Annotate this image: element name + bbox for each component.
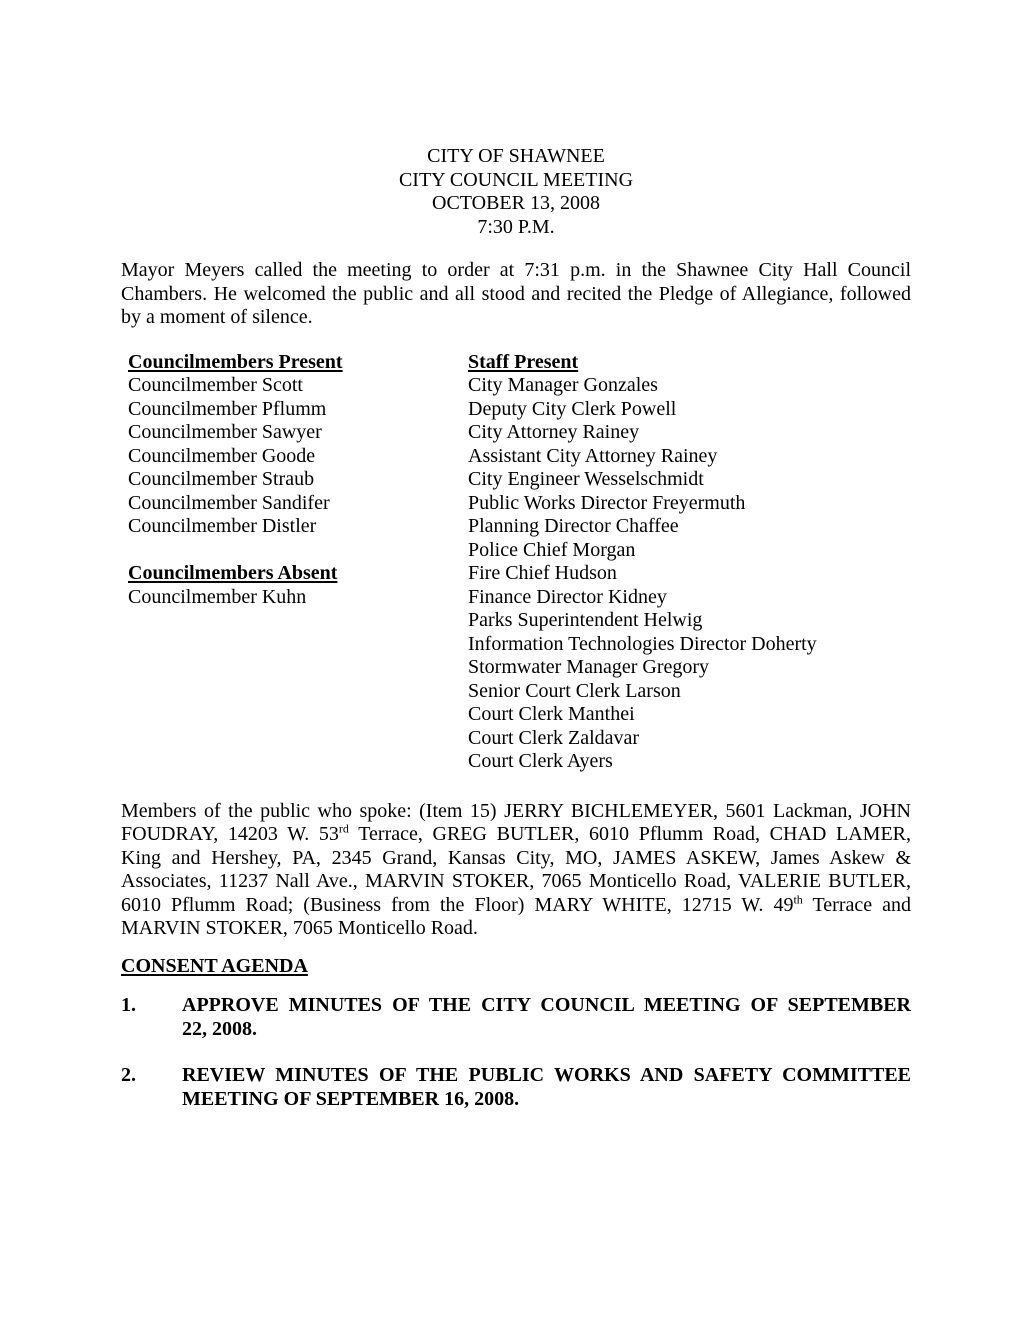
- paragraph-line: Mayor Meyers called the meeting to order at 7:31 p.m. in the Shawnee City Hall Council: [121, 259, 911, 281]
- paragraph-line: King and Hershey, PA, 2345 Grand, Kansas City, MO, JAMES ASKEW, James Askew &: [121, 846, 911, 869]
- staff-item: Assistant City Attorney Rainey: [468, 444, 718, 467]
- agenda-item-line: REVIEW MINUTES OF THE PUBLIC WORKS AND SAFETY COMMITTEE: [182, 1064, 911, 1086]
- staff-item: Police Chief Morgan: [468, 538, 636, 561]
- line-segment: 6010 Pflumm Road; (Business from the Floor) MARY WHITE, 12715 W. 49: [121, 893, 794, 916]
- staff-item: Information Technologies Director Doherty: [468, 632, 817, 655]
- paragraph-line: by a moment of silence.: [121, 306, 313, 328]
- staff-item: Court Clerk Zaldavar: [468, 726, 640, 749]
- councilmember-item: Councilmember Pflumm: [128, 397, 327, 420]
- staff-item: Court Clerk Ayers: [468, 750, 613, 772]
- title-line-date: OCTOBER 13, 2008: [432, 192, 600, 214]
- agenda-item-2: [121, 1064, 911, 1111]
- agenda-item-line: MEETING OF SEPTEMBER 16, 2008.: [182, 1087, 520, 1110]
- public-speakers-paragraph: [121, 800, 911, 941]
- staff-column: [468, 351, 911, 774]
- staff-item: Deputy City Clerk Powell: [468, 397, 677, 420]
- document-header: [121, 145, 911, 239]
- councilmember-item: Councilmember Straub: [128, 468, 315, 490]
- title-line-time: 7:30 P.M.: [477, 215, 555, 238]
- agenda-item-1: [121, 994, 911, 1041]
- councilmembers-column: [121, 351, 468, 774]
- agenda-item-number: 1.: [121, 994, 136, 1016]
- staff-item: Parks Superintendent Helwig: [468, 609, 703, 631]
- agenda-item-number: 2.: [121, 1064, 136, 1086]
- staff-item: Stormwater Manager Gregory: [468, 656, 710, 678]
- ordinal-superscript: th: [793, 891, 803, 906]
- paragraph-line: [121, 891, 912, 918]
- paragraph-line: Members of the public who spoke: (Item 15) JERRY BICHLEMEYER, 5601 Lackman, JOHN: [121, 799, 911, 822]
- councilmembers-absent-heading: [128, 562, 468, 586]
- heading-text: Councilmembers Present: [128, 350, 343, 373]
- staff-item: Fire Chief Hudson: [468, 562, 617, 584]
- staff-item: Court Clerk Manthei: [468, 703, 635, 725]
- councilmember-item: Councilmember Sandifer: [128, 491, 330, 514]
- councilmember-item: Councilmember Sawyer: [128, 421, 322, 443]
- heading-text: Councilmembers Absent: [128, 562, 338, 584]
- ordinal-superscript: rd: [338, 821, 349, 836]
- heading-text: CONSENT AGENDA: [121, 954, 308, 977]
- line-segment: FOUDRAY, 14203 W. 53: [121, 823, 339, 845]
- title-line-city: CITY OF SHAWNEE: [427, 145, 605, 167]
- heading-text: Staff Present: [468, 350, 579, 373]
- paragraph-line: Chambers. He welcomed the public and all stood and recited the Pledge of Allegiance, followed: [121, 282, 911, 305]
- line-segment: Terrace and: [802, 893, 912, 916]
- attendance-columns: [121, 351, 911, 774]
- staff-item: Finance Director Kidney: [468, 585, 667, 608]
- staff-present-heading: [468, 351, 911, 375]
- councilmember-item: Councilmember Distler: [128, 515, 317, 537]
- councilmembers-present-heading: [128, 351, 468, 375]
- staff-item: Public Works Director Freyermuth: [468, 491, 746, 514]
- agenda-item-text: [182, 994, 911, 1041]
- councilmember-item: Councilmember Scott: [128, 374, 303, 396]
- line-segment: Terrace, GREG BUTLER, 6010 Pflumm Road, CHAD LAMER,: [348, 823, 912, 845]
- agenda-item-line: 22, 2008.: [182, 1017, 257, 1040]
- agenda-item-text: [182, 1064, 911, 1111]
- councilmember-item: Councilmember Goode: [128, 444, 316, 467]
- agenda-item-line: APPROVE MINUTES OF THE CITY COUNCIL MEETING OF SEPTEMBER: [182, 994, 911, 1016]
- paragraph-line: [121, 823, 911, 847]
- opening-paragraph: [121, 259, 911, 330]
- staff-item: Planning Director Chaffee: [468, 515, 679, 537]
- paragraph-line: Associates, 11237 Nall Ave., MARVIN STOKER, 7065 Monticello Road, VALERIE BUTLER,: [121, 870, 911, 892]
- blank-line: [128, 539, 468, 563]
- councilmember-item: Councilmember Kuhn: [128, 585, 307, 608]
- staff-item: City Engineer Wesselschmidt: [468, 468, 704, 490]
- consent-agenda-heading: [121, 955, 911, 979]
- staff-item: City Manager Gonzales: [468, 374, 658, 396]
- staff-item: Senior Court Clerk Larson: [468, 679, 681, 702]
- title-line-meeting: CITY COUNCIL MEETING: [398, 168, 634, 191]
- staff-item: City Attorney Rainey: [468, 421, 640, 443]
- paragraph-line: MARVIN STOKER, 7065 Monticello Road.: [121, 917, 478, 939]
